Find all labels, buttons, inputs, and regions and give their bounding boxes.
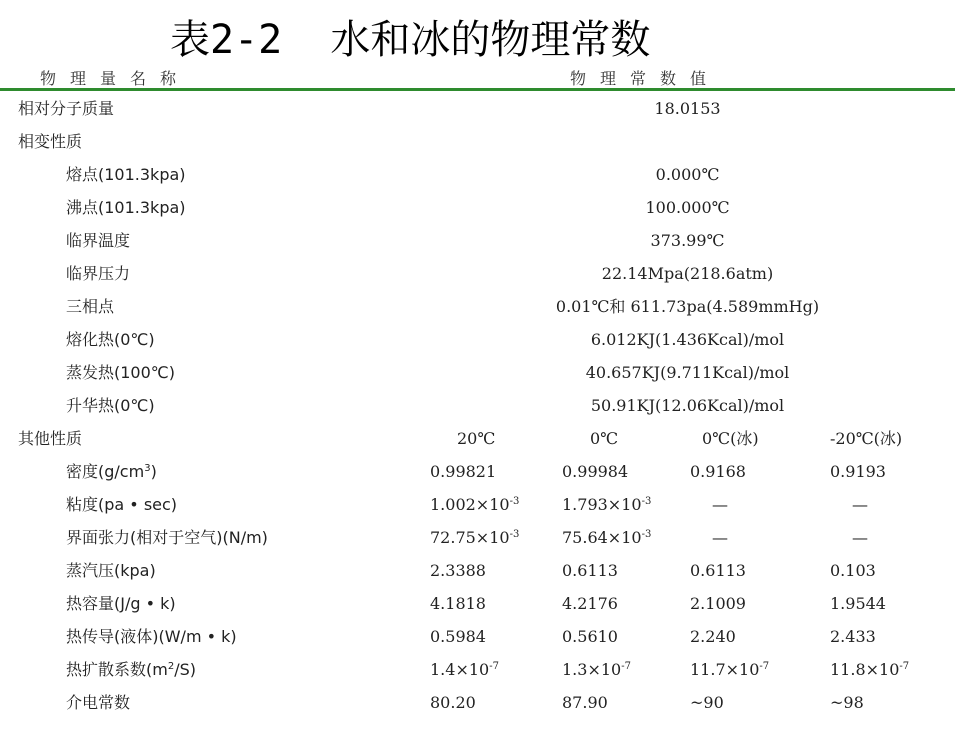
table-row	[0, 587, 960, 620]
row-label: 粘度(pa • sec)	[66, 495, 178, 514]
table-row	[0, 191, 960, 224]
table-cell: ~90	[690, 693, 724, 712]
row-value: 22.14Mpa(218.6atm)	[601, 264, 774, 283]
header-value-column: 物理常数值	[570, 69, 721, 88]
table-cell	[690, 521, 750, 554]
table-cell: 0.6113	[562, 561, 618, 580]
table-cell	[690, 488, 750, 521]
row-label: 熔化热(0℃)	[66, 330, 155, 349]
table-row	[0, 290, 960, 323]
table-row	[0, 653, 960, 686]
table-cell	[830, 521, 890, 554]
table-row	[0, 554, 960, 587]
table-header	[0, 66, 960, 90]
row-label: 临界压力	[66, 264, 131, 283]
dash-mark: —	[712, 528, 728, 547]
table-cell: 4.2176	[562, 594, 618, 613]
table-cell: 2.433	[830, 627, 876, 646]
header-rule	[0, 88, 955, 91]
row-label: 沸点(101.3kpa)	[66, 198, 186, 217]
row-value: 0.01℃和 611.73pa(4.589mmHg)	[555, 297, 820, 316]
table-cell: 2.1009	[690, 594, 746, 613]
table-cell	[830, 488, 890, 521]
table-cell: 87.90	[562, 693, 608, 712]
table-cell: 1.9544	[830, 594, 886, 613]
row-label: 蒸汽压(kpa)	[66, 561, 156, 580]
row-value: 40.657KJ(9.711Kcal)/mol	[585, 363, 790, 382]
table-cell: 2.3388	[430, 561, 486, 580]
row-label: 密度$(g/cm^3)$	[66, 462, 157, 481]
exponent: -7	[759, 661, 770, 672]
column-header: 20℃	[457, 429, 496, 448]
table-row	[0, 422, 960, 455]
table-cell: $1.3\times 10^{-7}$	[562, 660, 631, 679]
row-value: 50.91KJ(12.06Kcal)/mol	[590, 396, 785, 415]
row-label: 临界温度	[66, 231, 131, 250]
table-cell: $75.64\times 10^{-3}$	[562, 528, 652, 547]
table-cell: 80.20	[430, 693, 476, 712]
table-cell: 0.5984	[430, 627, 486, 646]
row-label: 相对分子质量	[18, 99, 115, 118]
table-cell: ~98	[830, 693, 864, 712]
table-row	[0, 257, 960, 290]
table-cell: 2.240	[690, 627, 736, 646]
table-cell: 0.99984	[562, 462, 629, 481]
table-cell: $72.75\times 10^{-3}$	[430, 528, 520, 547]
row-value: 18.0153	[654, 99, 721, 118]
table-row	[0, 620, 960, 653]
dash-mark: —	[852, 528, 868, 547]
header-name-column: 物理量名称	[40, 69, 191, 88]
row-label: 相变性质	[18, 132, 83, 151]
row-label: 介电常数	[66, 693, 131, 712]
table-row	[0, 92, 960, 125]
row-value: 6.012KJ(1.436Kcal)/mol	[590, 330, 785, 349]
table-cell: 4.1818	[430, 594, 486, 613]
table-row	[0, 224, 960, 257]
row-label: 界面张力(相对于空气)(N/m)	[66, 528, 268, 547]
table-cell: $11.7\times 10^{-7}$	[690, 660, 770, 679]
exponent: -3	[509, 529, 520, 540]
table-cell: $11.8\times 10^{-7}$	[830, 660, 910, 679]
table-cell: $1.4\times 10^{-7}$	[430, 660, 499, 679]
table-row	[0, 686, 960, 719]
row-label: 升华热(0℃)	[66, 396, 155, 415]
table-cell: 0.99821	[430, 462, 497, 481]
dash-mark: —	[852, 495, 868, 514]
table-cell: 0.6113	[690, 561, 746, 580]
table-row	[0, 158, 960, 191]
table-row	[0, 323, 960, 356]
column-header: 0℃(冰)	[702, 429, 759, 448]
column-header: 0℃	[590, 429, 619, 448]
exponent: -7	[489, 661, 499, 672]
table-row	[0, 356, 960, 389]
row-label: 蒸发热(100℃)	[66, 363, 175, 382]
row-label: 热传导(液体)(W/m • k)	[66, 627, 237, 646]
label-superscript: 2	[167, 661, 175, 672]
table-cell: 0.9168	[690, 462, 746, 481]
dash-mark: —	[712, 495, 728, 514]
row-value: 0.000℃	[655, 165, 720, 184]
table-cell: 0.5610	[562, 627, 618, 646]
row-label: 热容量(J/g • k)	[66, 594, 176, 613]
exponent: -7	[621, 661, 631, 672]
exponent: -3	[641, 529, 652, 540]
table-row	[0, 389, 960, 422]
table-row	[0, 455, 960, 488]
exponent: -3	[641, 496, 652, 507]
row-value: 373.99℃	[650, 231, 725, 250]
exponent: -7	[899, 661, 910, 672]
row-label: 三相点	[66, 297, 115, 316]
table-cell: $1.793\times 10^{-3}$	[562, 495, 652, 514]
table-cell: $1.002\times 10^{-3}$	[430, 495, 520, 514]
table-cell: 0.103	[830, 561, 876, 580]
table-row	[0, 521, 960, 554]
table-cell: 0.9193	[830, 462, 886, 481]
column-header: -20℃(冰)	[830, 429, 903, 448]
table-row	[0, 488, 960, 521]
row-label: 熔点(101.3kpa)	[66, 165, 186, 184]
page-title: 表2-2 水和冰的物理常数	[170, 17, 651, 63]
row-label: 热扩散系数$(m^2/S)$	[66, 660, 197, 679]
label-superscript: 3	[144, 463, 151, 474]
row-value: 100.000℃	[645, 198, 730, 217]
exponent: -3	[509, 496, 520, 507]
row-label: 其他性质	[18, 429, 83, 448]
table-row	[0, 125, 960, 158]
